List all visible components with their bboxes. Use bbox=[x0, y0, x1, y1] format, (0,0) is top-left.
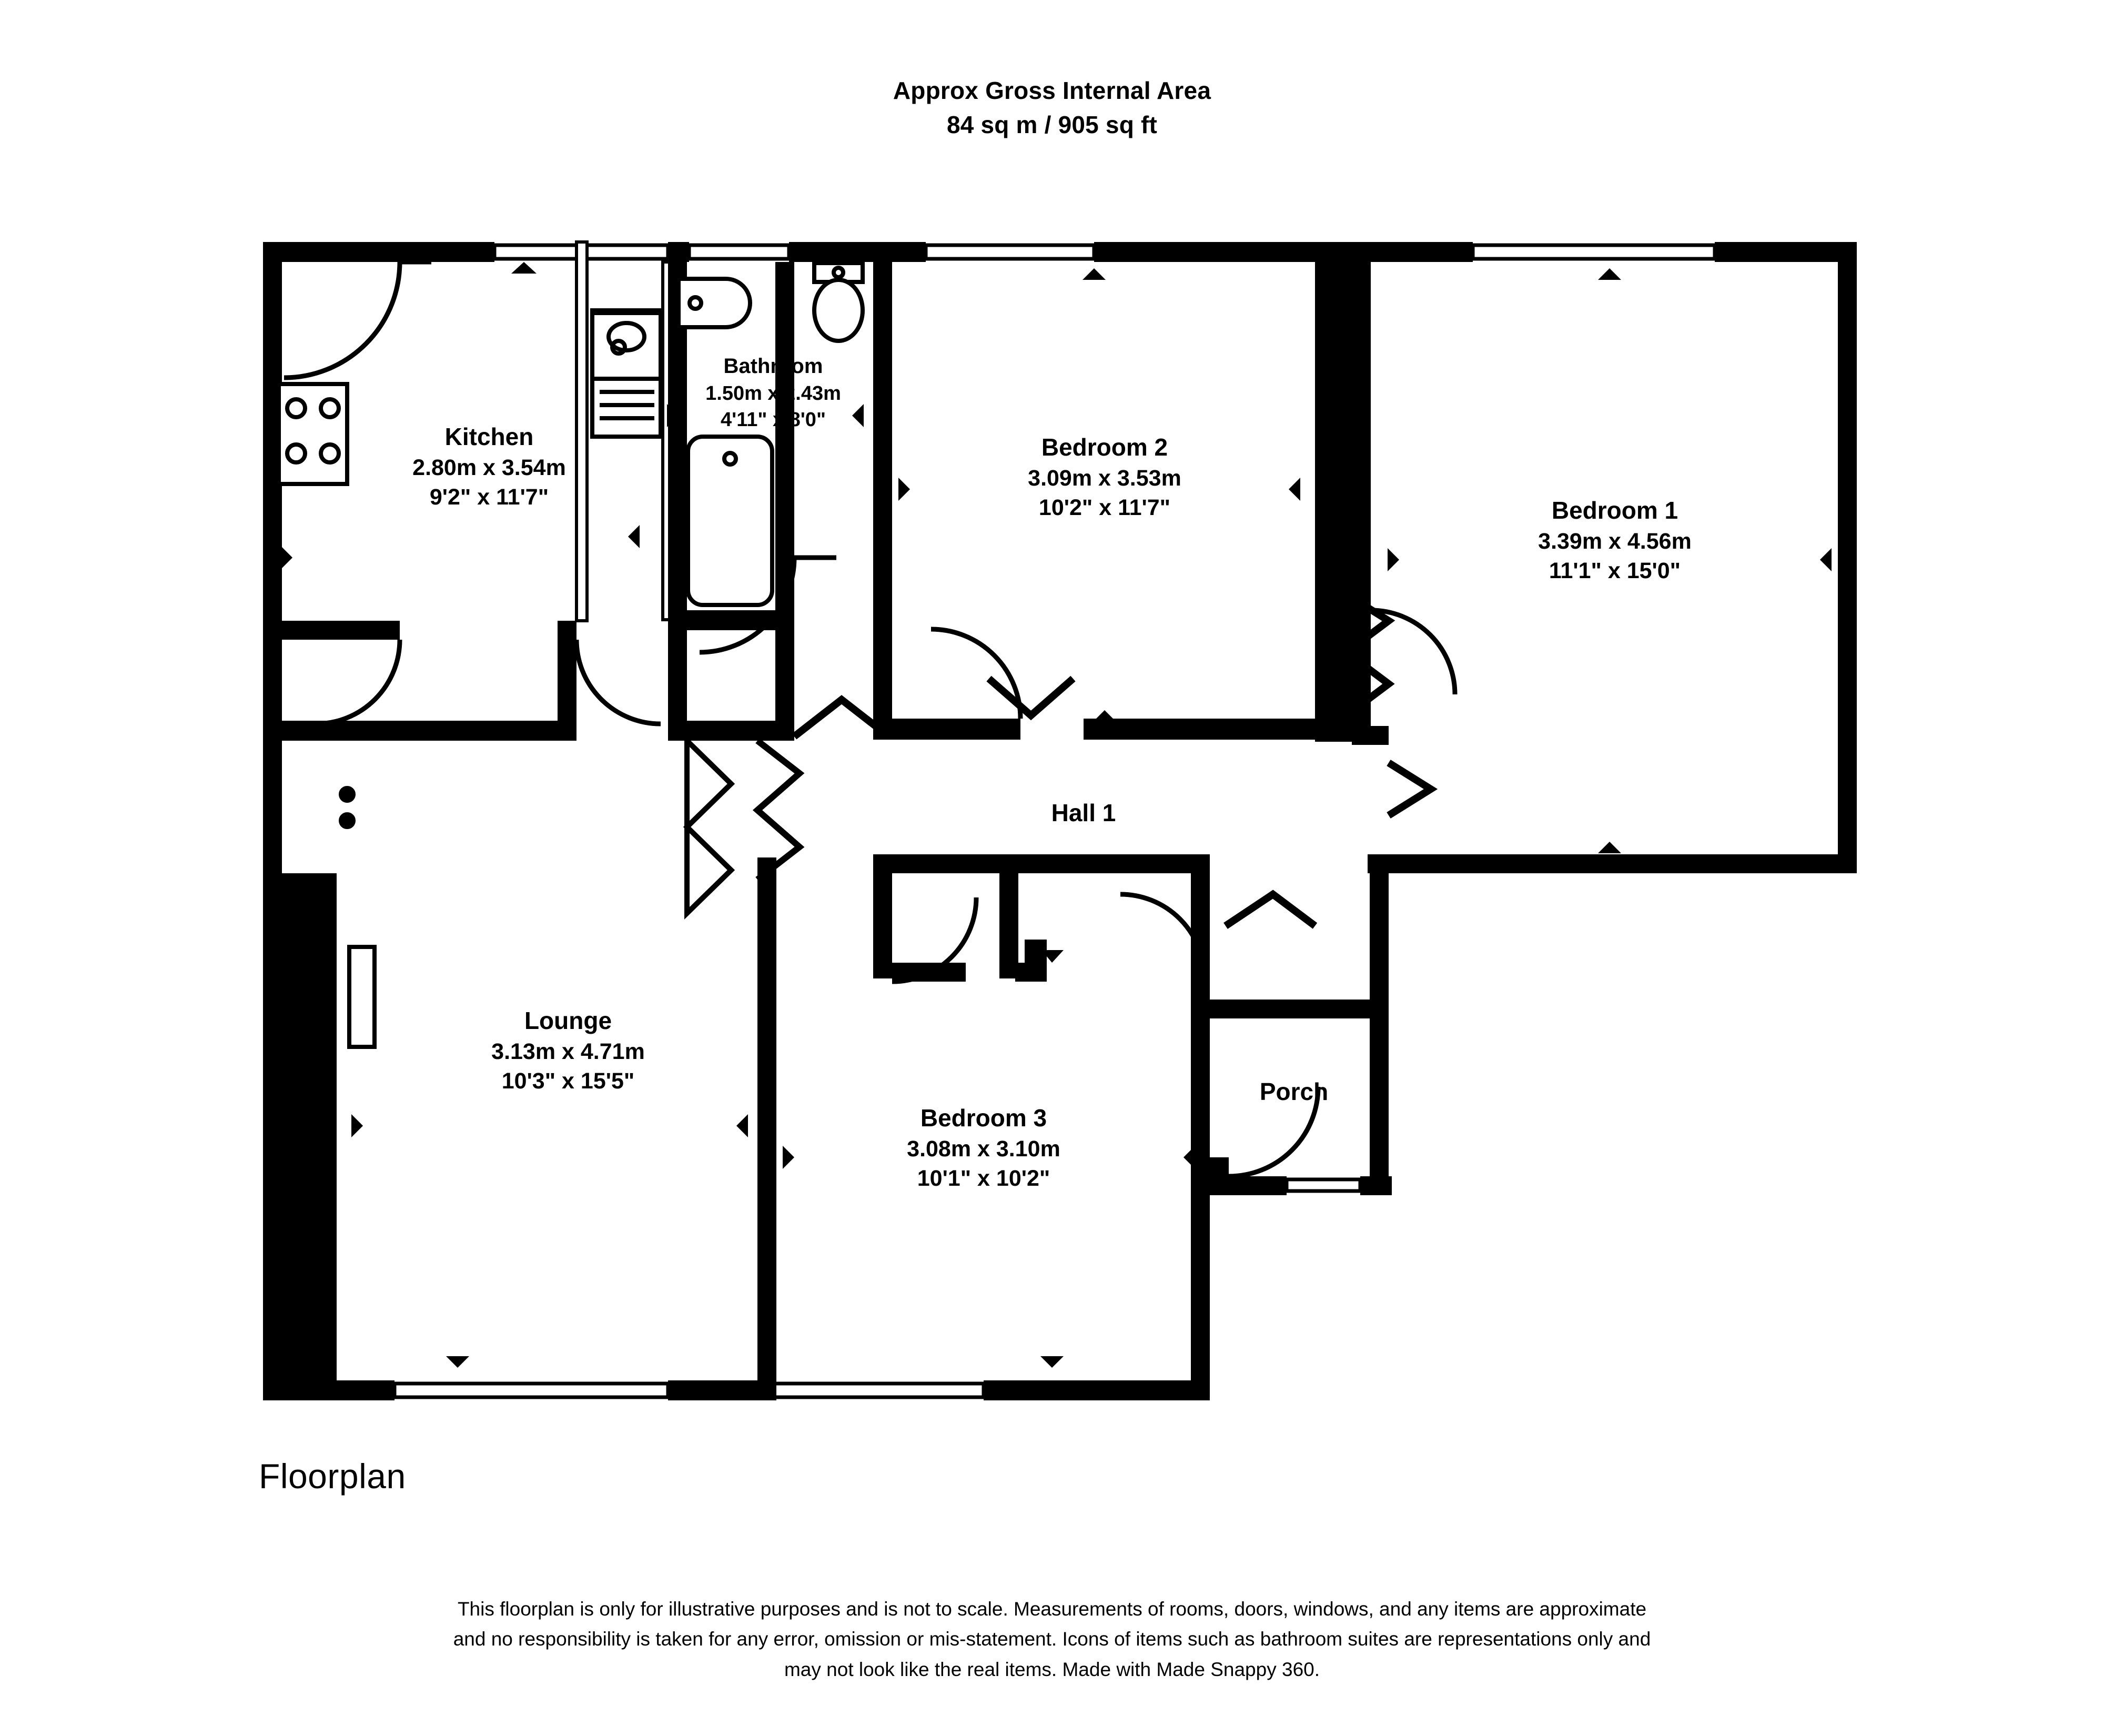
room-dim-imperial: 11'1" x 15'0" bbox=[1549, 558, 1681, 584]
room-label-lounge bbox=[405, 1005, 731, 1096]
room-dim-metric: 3.39m x 4.56m bbox=[1538, 528, 1692, 554]
room-label-hall1 bbox=[947, 797, 1220, 829]
disclaimer-line-2: and no responsibility is taken for any error, omission or mis-statement. Icons of items such as bathroom suites are representations only and bbox=[453, 1628, 1651, 1650]
room-name: Lounge bbox=[524, 1007, 612, 1034]
gross-area-title: Approx Gross Internal Area bbox=[893, 77, 1211, 104]
disclaimer-line-1: This floorplan is only for illustrative purposes and is not to scale. Measurements of rooms, doors, windows, and any items are approximate bbox=[457, 1598, 1647, 1620]
room-dim-metric: 1.50m x 2.43m bbox=[705, 382, 841, 405]
room-name: Bathroom bbox=[723, 355, 823, 378]
room-label-kitchen bbox=[326, 421, 652, 512]
disclaimer-text bbox=[210, 1594, 1894, 1684]
room-dim-imperial: 10'2" x 11'7" bbox=[1038, 495, 1171, 521]
floorplan-title: Floorplan bbox=[259, 1457, 406, 1496]
room-label-bathroom bbox=[610, 352, 936, 433]
room-label-bedroom2 bbox=[942, 431, 1268, 523]
room-dim-metric: 3.13m x 4.71m bbox=[491, 1038, 645, 1064]
room-name: Hall 1 bbox=[1051, 799, 1116, 826]
gross-area-value: 84 sq m / 905 sq ft bbox=[946, 111, 1158, 139]
room-label-porch bbox=[1131, 1076, 1457, 1108]
room-name: Kitchen bbox=[444, 423, 534, 450]
room-dim-metric: 3.08m x 3.10m bbox=[907, 1136, 1060, 1162]
room-name: Porch bbox=[1259, 1078, 1329, 1105]
room-dim-imperial: 9'2" x 11'7" bbox=[429, 485, 549, 510]
room-dim-imperial: 10'3" x 15'5" bbox=[501, 1068, 635, 1094]
room-label-bedroom3 bbox=[821, 1102, 1147, 1194]
disclaimer-line-3: may not look like the real items. Made with Made Snappy 360. bbox=[784, 1658, 1320, 1680]
room-label-bedroom1 bbox=[1452, 494, 1778, 586]
room-dim-imperial: 10'1" x 10'2" bbox=[917, 1166, 1050, 1192]
room-dim-metric: 2.80m x 3.54m bbox=[412, 455, 566, 480]
room-name: Bedroom 2 bbox=[1041, 433, 1168, 461]
room-name: Bedroom 1 bbox=[1551, 497, 1678, 524]
room-dim-imperial: 4'11" x 8'0" bbox=[721, 408, 826, 431]
room-dim-metric: 3.09m x 3.53m bbox=[1028, 465, 1181, 491]
room-name: Bedroom 3 bbox=[920, 1104, 1047, 1132]
